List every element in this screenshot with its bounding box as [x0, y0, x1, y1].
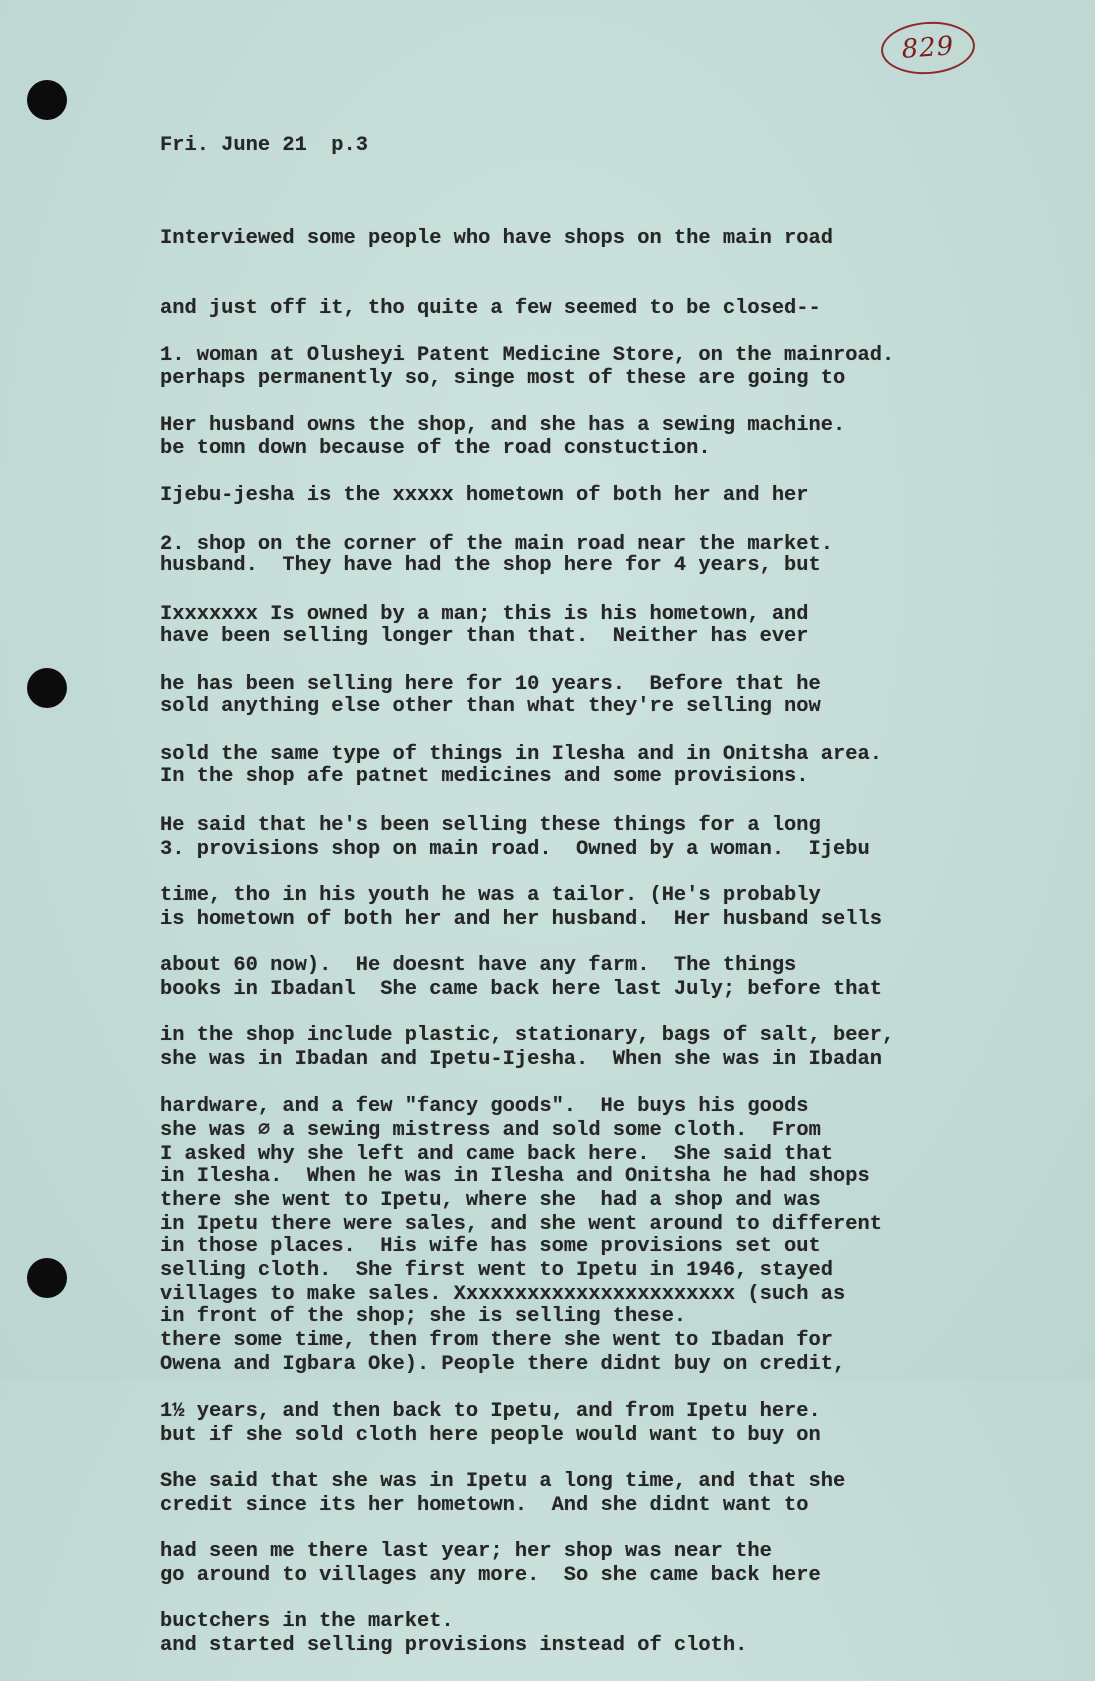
binder-hole: [27, 80, 67, 120]
text-line: Ijebu-jesha is the xxxxx hometown of both her and her: [160, 484, 809, 508]
text-line: and started selling provisions instead of cloth.: [160, 1634, 748, 1658]
paragraph-4: [160, 1096, 882, 1681]
text-line: selling cloth. She first went to Ipetu in 1946, stayed: [160, 1259, 834, 1283]
binder-hole: [27, 668, 67, 708]
binder-hole: [27, 1258, 67, 1298]
text-line: credit since its her hometown. And she didnt want to: [160, 1493, 809, 1517]
text-line: go around to villages any more. So she came back here: [160, 1564, 821, 1588]
text-line: have been selling longer than that. Neither has ever: [160, 624, 809, 648]
text-line: Her husband owns the shop, and she has a sewing machine.: [160, 414, 846, 438]
text-line: she was ∅ a sewing mistress and sold some cloth. From: [160, 1118, 821, 1142]
text-line: in those places. His wife has some provisions set out: [160, 1235, 821, 1258]
text-line: is hometown of both her and her husband. Her husband sells: [160, 908, 882, 932]
text-line: He said that he's been selling these things for a long: [160, 813, 821, 837]
text-line: in front of the shop; she is selling these.: [160, 1305, 687, 1329]
text-line: I asked why she left and came back here. She said that: [160, 1142, 834, 1166]
page-number: 829: [900, 31, 956, 65]
text-line: sold the same type of things in Ilesha and in Onitsha area.: [160, 743, 882, 767]
text-line: in Ipetu there were sales, and she went around to different: [160, 1213, 882, 1237]
page-header: Fri. June 21 p.3: [160, 134, 369, 157]
text-line: there she went to Ipetu, where she had a shop and was: [160, 1188, 821, 1212]
text-line: 2. shop on the corner of the main road near the market.: [160, 532, 834, 556]
text-line: be tomn down because of the road constuction.: [160, 437, 711, 461]
text-line: in Ilesha. When he was in Ilesha and Onitsha he had shops: [160, 1164, 870, 1188]
text-line: hardware, and a few "fancy goods". He buys his goods: [160, 1094, 809, 1118]
text-line: 1½ years, and then back to Ipetu, and from Ipetu here.: [160, 1399, 821, 1423]
text-line: buctchers in the market.: [160, 1610, 454, 1634]
text-line: Interviewed some people who have shops on the main road: [160, 226, 834, 250]
text-line: had seen me there last year; her shop was near the: [160, 1540, 772, 1563]
text-line: 3. provisions shop on main road. Owned by a woman. Ijebu: [160, 837, 870, 861]
text-line: She said that she was in Ipetu a long time, and that she: [160, 1469, 846, 1493]
text-line: books in Ibadanl She came back here last July; before that: [160, 978, 882, 1002]
text-line: 1. woman at Olusheyi Patent Medicine Store, on the mainroad.: [160, 343, 895, 367]
text-line: she was in Ibadan and Ipetu-Ijesha. When she was in Ibadan: [160, 1048, 882, 1072]
text-line: perhaps permanently so, singe most of these are going to: [160, 367, 846, 391]
text-line: time, tho in his youth he was a tailor. (He's probably: [160, 883, 821, 907]
text-line: in the shop include plastic, stationary, bags of salt, beer,: [160, 1024, 895, 1048]
text-line: about 60 now). He doesnt have any farm. The things: [160, 954, 797, 978]
page-number-stamp: [879, 19, 976, 77]
text-line: he has been selling here for 10 years. Before that he: [160, 673, 821, 697]
text-line: villages to make sales. Xxxxxxxxxxxxxxxxxxxxxxx (such as: [160, 1283, 846, 1307]
text-line: and just off it, tho quite a few seemed to be closed--: [160, 297, 821, 321]
text-line: there some time, then from there she went to Ibadan for: [160, 1329, 834, 1353]
text-line: husband. They have had the shop here for 4 years, but: [160, 554, 821, 578]
text-line: sold anything else other than what they're selling now: [160, 694, 821, 718]
text-line: but if she sold cloth here people would want to buy on: [160, 1423, 821, 1447]
text-line: In the shop afe patnet medicines and some provisions.: [160, 765, 809, 789]
text-line: Owena and Igbara Oke). People there didnt buy on credit,: [160, 1353, 846, 1377]
text-line: Ixxxxxxx Is owned by a man; this is his hometown, and: [160, 603, 809, 627]
